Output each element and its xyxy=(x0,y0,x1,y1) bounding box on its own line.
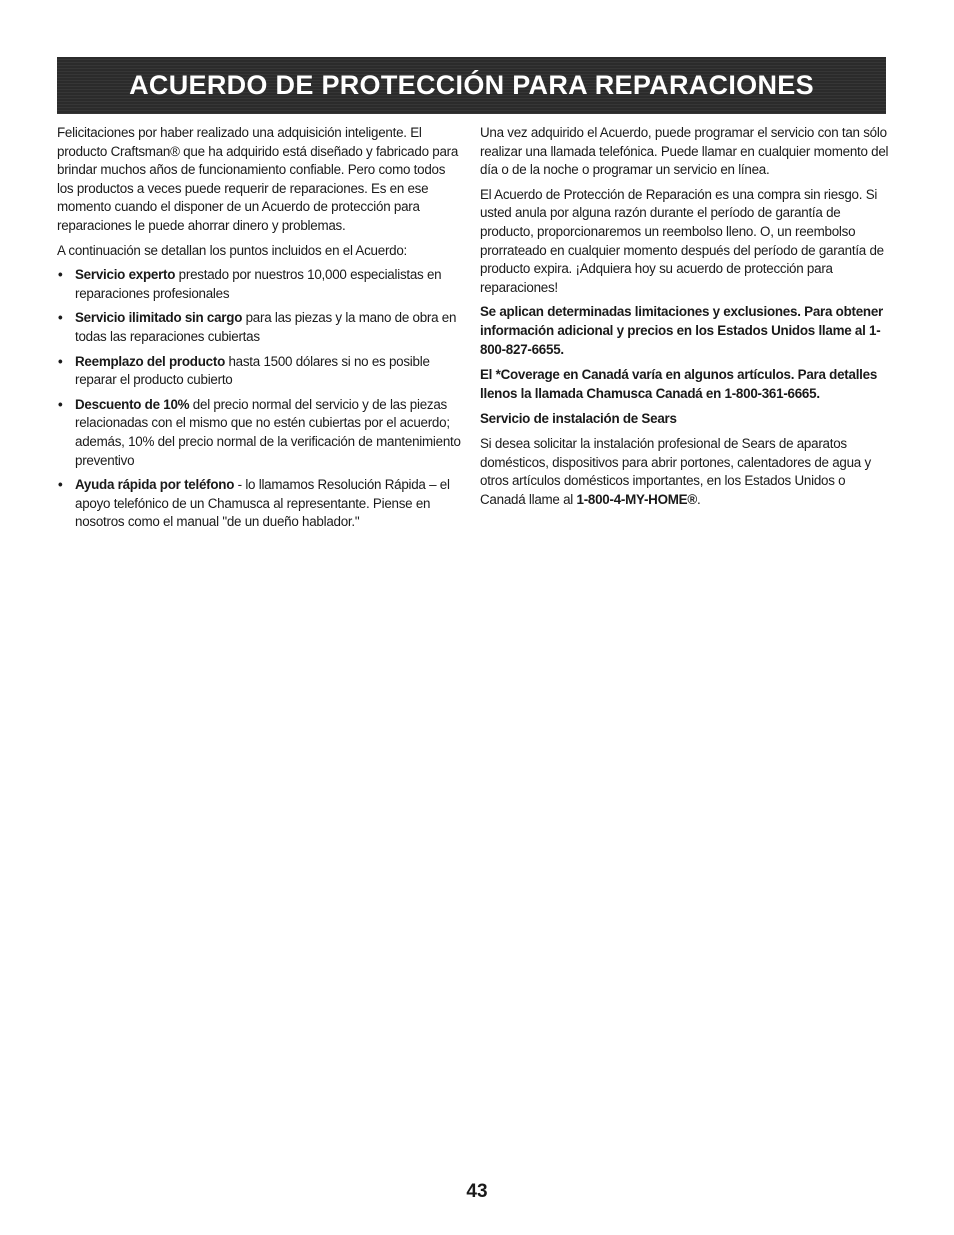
installation-text: Si desea solicitar la instalación profesional de Sears de aparatos domésticos, dispositivos para abrir portones, calentadores de agua y otros artículos domésticos importantes, en los Estados Unidos o Canadá llame al xyxy=(480,435,871,507)
list-item-text: del precio normal del servicio y de las piezas relacionadas con el mismo que no estén cubiertas por el acuerdo; además, 10% del precio normal de la verificación de mantenimiento preventivo xyxy=(75,396,461,468)
list-item-title: Descuento de 10% xyxy=(75,396,190,412)
list-item xyxy=(57,353,465,390)
installation-end: . xyxy=(696,491,701,507)
service-paragraph: Una vez adquirido el Acuerdo, puede programar el servicio con tan sólo realizar una llamada telefónica. Puede llamar en cualquier momento del día o de la noche o programar un servicio en línea. xyxy=(480,125,889,178)
right-column xyxy=(480,124,890,515)
intro-paragraph: Felicitaciones por haber realizado una adquisición inteligente. El producto Craftsman® que ha adquirido está diseñado y fabricado para brindar muchos años de funcionamiento confiable. Pero como todos los productos a veces puede requerir de reparaciones. Es en ese momento cuando el disponer de un Acuerdo de protección para reparaciones le puede ahorrar dinero y problemas. xyxy=(57,125,459,233)
bullet-icon: • xyxy=(58,396,63,412)
list-item xyxy=(57,476,465,532)
bullet-icon: • xyxy=(58,310,63,326)
list-item-title: Reemplazo del producto xyxy=(75,353,225,369)
bullet-icon: • xyxy=(58,267,63,283)
coverage-list xyxy=(57,266,465,532)
bullet-icon: • xyxy=(58,477,63,493)
list-item-title: Ayuda rápida por teléfono xyxy=(75,477,235,493)
installation-heading: Servicio de instalación de Sears xyxy=(480,411,677,427)
installation-phone: 1-800-4-MY-HOME® xyxy=(576,491,697,507)
us-limitations-notice: Se aplican determinadas limitaciones y exclusiones. Para obtener información adicional y precios en los Estados Unidos llame al 1-800-827-6655. xyxy=(480,304,884,357)
list-item xyxy=(57,309,465,346)
list-item-title: Servicio ilimitado sin cargo xyxy=(75,310,243,326)
title-banner xyxy=(57,57,886,114)
list-item-title: Servicio experto xyxy=(75,267,176,283)
list-item-text: - lo llamamos Resolución Rápida – el apoyo telefónico de un Chamusca al representante. Piense en nosotros como el manual "de un dueño hablador." xyxy=(75,477,450,530)
list-item-text: prestado por nuestros 10,000 especialistas en reparaciones profesionales xyxy=(75,267,442,301)
refund-paragraph: El Acuerdo de Protección de Reparación es una compra sin riesgo. Si usted anula por alguna razón durante el período de garantía de producto, proporcionaremos un reembolso lleno. O, un reembolso prorrateado en cualquier momento después del período de garantía de producto expira. ¡Adquiera hoy su acuerdo de protección para reparaciones! xyxy=(480,186,884,295)
page-title: ACUERDO DE PROTECCIÓN PARA REPARACIONES xyxy=(129,70,814,100)
list-item xyxy=(57,266,465,303)
canada-coverage-notice: El *Coverage en Canadá varía en algunos artículos. Para detalles llenos la llamada Chamusca Canadá en 1-800-361-6665. xyxy=(480,367,878,401)
list-item-text: hasta 1500 dólares si no es posible reparar el producto cubierto xyxy=(75,353,430,388)
installation-paragraph xyxy=(480,435,890,509)
bullet-icon: • xyxy=(58,353,63,369)
page-number: 43 xyxy=(466,1181,488,1202)
list-item-text: para las piezas y la mano de obra en todas las reparaciones cubiertas xyxy=(75,310,457,344)
list-item xyxy=(57,396,465,470)
list-intro: A continuación se detallan los puntos incluidos en el Acuerdo: xyxy=(57,242,408,258)
left-column xyxy=(57,124,465,538)
